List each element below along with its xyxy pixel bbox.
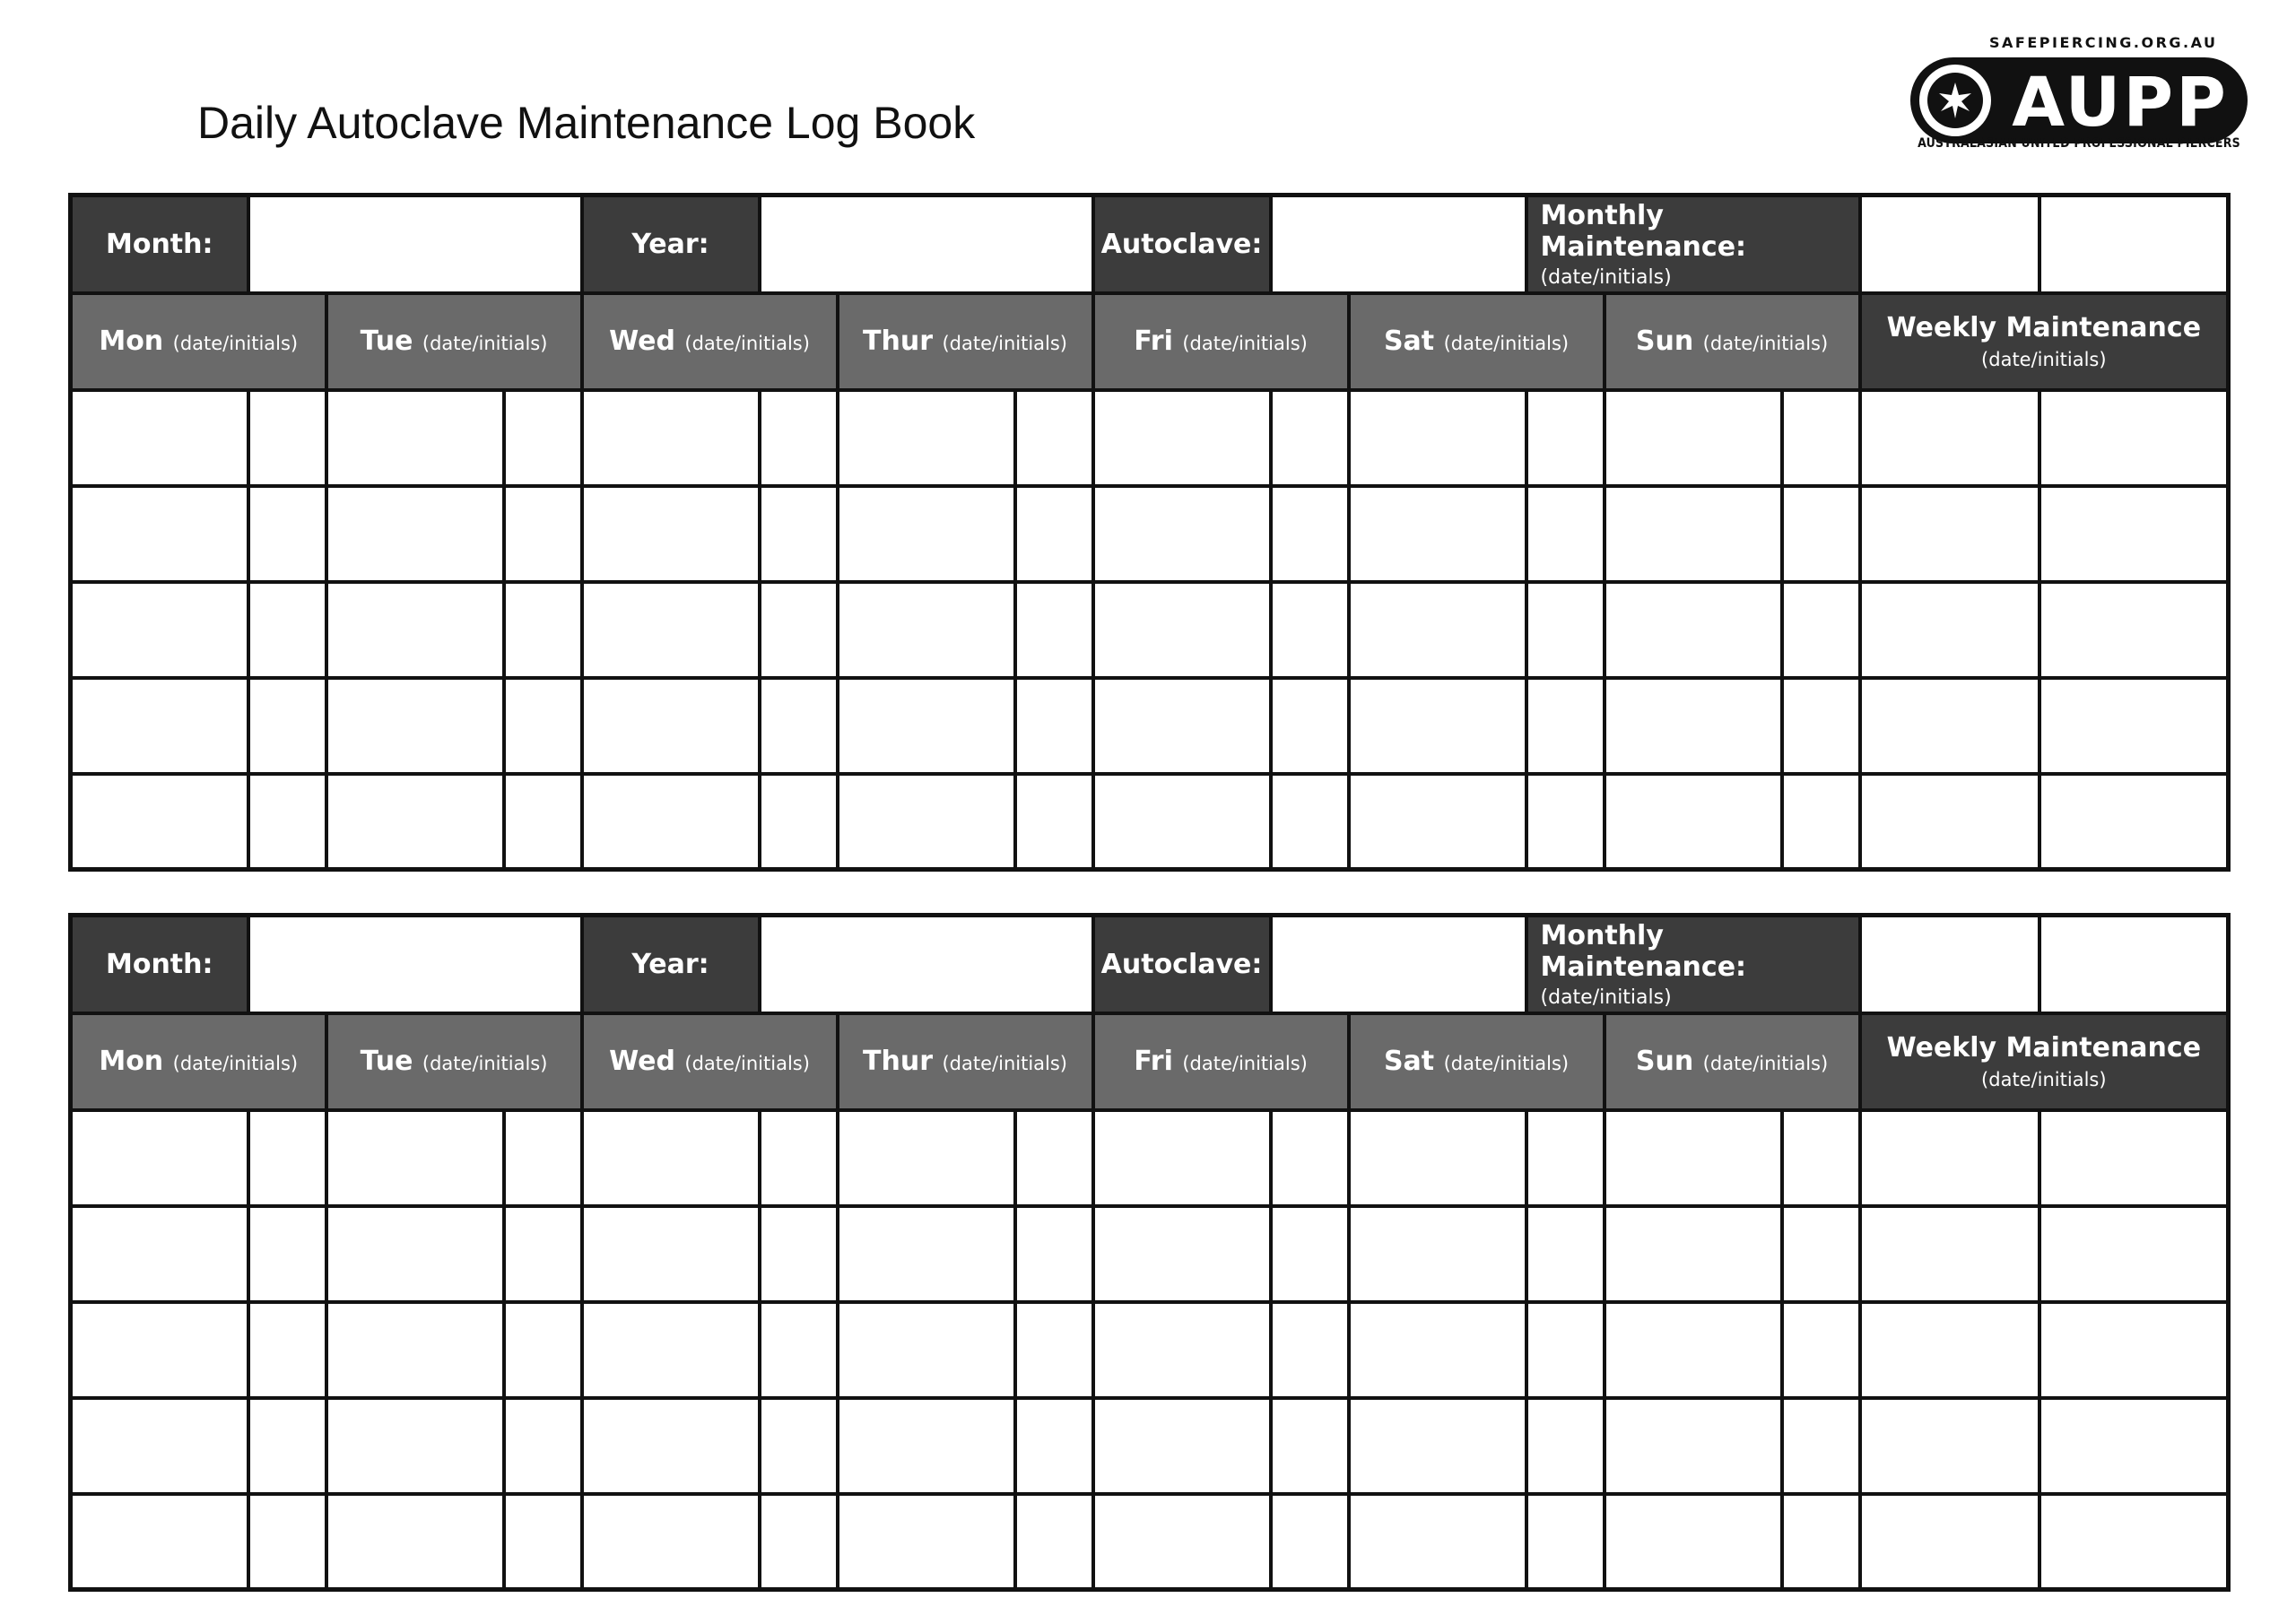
month-field[interactable] <box>248 195 582 293</box>
entry-initials-cell[interactable] <box>1271 1398 1349 1494</box>
entry-initials-cell[interactable] <box>1015 1302 1093 1398</box>
day-note: (date/initials) <box>422 1053 548 1074</box>
entry-date-cell[interactable] <box>838 678 1015 774</box>
entry-date-cell[interactable] <box>838 582 1015 678</box>
log-entries <box>71 1110 2229 1590</box>
entry-date-cell[interactable] <box>1860 1206 2039 1302</box>
entry-initials-cell[interactable] <box>504 1398 582 1494</box>
entry-date-cell[interactable] <box>1093 582 1271 678</box>
monthly-maintenance-note: (date/initials) <box>1540 986 1672 1009</box>
entry-date-cell[interactable] <box>838 486 1015 582</box>
entry-date-cell[interactable] <box>1349 390 1526 486</box>
entry-date-cell[interactable] <box>1605 390 1782 486</box>
log-row <box>71 390 2229 486</box>
monthly-initials-field[interactable] <box>2039 195 2229 293</box>
entry-initials-cell[interactable] <box>1015 486 1093 582</box>
autoclave-field[interactable] <box>1271 916 1526 1013</box>
entry-date-cell[interactable] <box>71 1494 248 1590</box>
entry-date-cell[interactable] <box>326 1206 504 1302</box>
autoclave-label: Autoclave: <box>1093 195 1271 293</box>
logo-site-url: SAFEPIERCING.ORG.AU <box>1989 34 2218 51</box>
entry-date-cell[interactable] <box>582 390 760 486</box>
entry-initials-cell[interactable] <box>248 486 326 582</box>
entry-initials-cell[interactable] <box>1526 390 1605 486</box>
year-field[interactable] <box>760 916 1093 1013</box>
day-name: Tue <box>360 326 413 357</box>
entry-initials-cell[interactable] <box>1526 1494 1605 1590</box>
entry-initials-cell[interactable] <box>504 1302 582 1398</box>
entry-initials-cell[interactable] <box>760 1302 838 1398</box>
day-note: (date/initials) <box>1182 1053 1308 1074</box>
day-header-mon <box>71 1013 326 1110</box>
entry-date-cell[interactable] <box>838 1206 1015 1302</box>
day-name: Mon <box>99 326 164 357</box>
weekly-maintenance-header <box>1860 293 2229 390</box>
monthly-date-field[interactable] <box>1860 916 2039 1013</box>
day-header-sat <box>1349 1013 1605 1110</box>
day-note: (date/initials) <box>1443 333 1570 354</box>
entry-initials-cell[interactable] <box>504 1110 582 1206</box>
monthly-maintenance-note: (date/initials) <box>1540 265 1672 289</box>
entry-date-cell[interactable] <box>326 1110 504 1206</box>
entry-initials-cell[interactable] <box>1782 390 1860 486</box>
day-name: Thur <box>863 326 934 357</box>
monthly-initials-field[interactable] <box>2039 916 2229 1013</box>
entry-date-cell[interactable] <box>1605 1206 1782 1302</box>
entry-initials-cell[interactable] <box>1526 1302 1605 1398</box>
entry-date-cell[interactable] <box>71 390 248 486</box>
day-note: (date/initials) <box>172 333 299 354</box>
weekly-note: (date/initials) <box>1981 349 2107 370</box>
day-note: (date/initials) <box>1702 1053 1829 1074</box>
entry-initials-cell[interactable] <box>1015 774 1093 870</box>
entry-initials-cell[interactable] <box>504 1206 582 1302</box>
day-name: Sun <box>1635 1046 1694 1077</box>
entry-date-cell[interactable] <box>838 774 1015 870</box>
day-name: Tue <box>360 1046 413 1077</box>
monthly-maintenance-title: Monthly Maintenance: <box>1540 919 1747 983</box>
entry-date-cell[interactable] <box>326 678 504 774</box>
log-table-2 <box>68 913 2231 1592</box>
entry-initials-cell[interactable] <box>1271 1302 1349 1398</box>
entry-initials-cell[interactable] <box>248 1398 326 1494</box>
day-note: (date/initials) <box>684 333 810 354</box>
entry-initials-cell[interactable] <box>1782 582 1860 678</box>
autoclave-field[interactable] <box>1271 195 1526 293</box>
entry-date-cell[interactable] <box>1093 486 1271 582</box>
entry-initials-cell[interactable] <box>1782 1494 1860 1590</box>
day-note: (date/initials) <box>1443 1053 1570 1074</box>
entry-date-cell[interactable] <box>326 582 504 678</box>
entry-date-cell[interactable] <box>582 774 760 870</box>
log-row <box>71 1398 2229 1494</box>
year-label: Year: <box>582 195 760 293</box>
day-header-tue <box>326 293 582 390</box>
entry-date-cell[interactable] <box>71 774 248 870</box>
entry-date-cell[interactable] <box>1349 1206 1526 1302</box>
days-header-row <box>71 293 2229 390</box>
entry-date-cell[interactable] <box>1860 582 2039 678</box>
log-row <box>71 1110 2229 1206</box>
entry-date-cell[interactable] <box>1349 486 1526 582</box>
log-row <box>71 1206 2229 1302</box>
entry-initials-cell[interactable] <box>1526 1110 1605 1206</box>
entry-date-cell[interactable] <box>1860 390 2039 486</box>
day-name: Wed <box>609 1046 675 1077</box>
entry-date-cell[interactable] <box>71 1398 248 1494</box>
entry-initials-cell[interactable] <box>2039 1206 2229 1302</box>
entry-date-cell[interactable] <box>1860 1398 2039 1494</box>
entry-initials-cell[interactable] <box>1271 1206 1349 1302</box>
day-header-sun <box>1605 1013 1860 1110</box>
monthly-maintenance-title: Monthly Maintenance: <box>1540 199 1747 263</box>
entry-initials-cell[interactable] <box>1526 774 1605 870</box>
log-row <box>71 1494 2229 1590</box>
day-header-sun <box>1605 293 1860 390</box>
aupp-logo <box>1909 32 2249 163</box>
entry-date-cell[interactable] <box>582 1398 760 1494</box>
entry-initials-cell[interactable] <box>1782 1206 1860 1302</box>
entry-initials-cell[interactable] <box>1015 1494 1093 1590</box>
entry-initials-cell[interactable] <box>760 582 838 678</box>
entry-date-cell[interactable] <box>1605 1398 1782 1494</box>
month-field[interactable] <box>248 916 582 1013</box>
entry-initials-cell[interactable] <box>760 1206 838 1302</box>
entry-date-cell[interactable] <box>1860 774 2039 870</box>
entry-date-cell[interactable] <box>1093 678 1271 774</box>
entry-initials-cell[interactable] <box>1526 1398 1605 1494</box>
monthly-maintenance-label <box>1526 195 1860 293</box>
entry-initials-cell[interactable] <box>1015 678 1093 774</box>
entry-date-cell[interactable] <box>326 774 504 870</box>
day-header-fri <box>1093 293 1349 390</box>
day-header-tue <box>326 1013 582 1110</box>
entry-date-cell[interactable] <box>582 678 760 774</box>
entry-initials-cell[interactable] <box>1271 582 1349 678</box>
entry-date-cell[interactable] <box>1349 1302 1526 1398</box>
entry-date-cell[interactable] <box>1093 1302 1271 1398</box>
entry-initials-cell[interactable] <box>2039 774 2229 870</box>
entry-date-cell[interactable] <box>838 390 1015 486</box>
entry-date-cell[interactable] <box>1093 1398 1271 1494</box>
log-row <box>71 486 2229 582</box>
entry-initials-cell[interactable] <box>2039 1398 2229 1494</box>
month-header-row <box>71 195 2229 293</box>
day-name: Sat <box>1383 326 1435 357</box>
entry-date-cell[interactable] <box>1860 486 2039 582</box>
entry-initials-cell[interactable] <box>1015 1398 1093 1494</box>
log-row <box>71 1302 2229 1398</box>
log-row <box>71 774 2229 870</box>
day-note: (date/initials) <box>942 333 1067 354</box>
entry-initials-cell[interactable] <box>2039 1110 2229 1206</box>
weekly-maintenance-header <box>1860 1013 2229 1110</box>
weekly-note: (date/initials) <box>1981 1069 2107 1090</box>
logo-pill <box>1909 54 2249 147</box>
entry-date-cell[interactable] <box>1349 1494 1526 1590</box>
entry-date-cell[interactable] <box>1605 774 1782 870</box>
entry-date-cell[interactable] <box>1605 1110 1782 1206</box>
entry-initials-cell[interactable] <box>2039 390 2229 486</box>
entry-date-cell[interactable] <box>1349 582 1526 678</box>
entry-date-cell[interactable] <box>582 1110 760 1206</box>
entry-initials-cell[interactable] <box>2039 486 2229 582</box>
entry-date-cell[interactable] <box>71 1302 248 1398</box>
monthly-date-field[interactable] <box>1860 195 2039 293</box>
entry-initials-cell[interactable] <box>760 486 838 582</box>
entry-initials-cell[interactable] <box>1271 390 1349 486</box>
day-note: (date/initials) <box>1702 333 1829 354</box>
weekly-title: Weekly Maintenance <box>1886 1032 2202 1064</box>
entry-initials-cell[interactable] <box>1271 1494 1349 1590</box>
days-header-row <box>71 1013 2229 1110</box>
day-name: Fri <box>1134 1046 1173 1077</box>
entry-date-cell[interactable] <box>1860 678 2039 774</box>
entry-date-cell[interactable] <box>1605 582 1782 678</box>
log-table-1 <box>68 193 2231 872</box>
entry-date-cell[interactable] <box>582 582 760 678</box>
entry-initials-cell[interactable] <box>2039 1494 2229 1590</box>
entry-initials-cell[interactable] <box>248 678 326 774</box>
day-note: (date/initials) <box>422 333 548 354</box>
entry-initials-cell[interactable] <box>1782 1302 1860 1398</box>
entry-initials-cell[interactable] <box>504 390 582 486</box>
month-header-row <box>71 916 2229 1013</box>
entry-initials-cell[interactable] <box>760 1110 838 1206</box>
entry-date-cell[interactable] <box>1349 1110 1526 1206</box>
logo-full-name: AUSTRALASIAN UNITED PROFESSIONAL PIERCERS <box>1918 136 2240 151</box>
entry-date-cell[interactable] <box>71 678 248 774</box>
entry-initials-cell[interactable] <box>760 1398 838 1494</box>
entry-date-cell[interactable] <box>582 1206 760 1302</box>
entry-date-cell[interactable] <box>71 486 248 582</box>
day-header-wed <box>582 293 838 390</box>
entry-initials-cell[interactable] <box>504 774 582 870</box>
entry-initials-cell[interactable] <box>2039 582 2229 678</box>
entry-date-cell[interactable] <box>1093 390 1271 486</box>
entry-date-cell[interactable] <box>582 1494 760 1590</box>
day-name: Sat <box>1383 1046 1435 1077</box>
day-header-thur <box>838 1013 1093 1110</box>
entry-date-cell[interactable] <box>1349 774 1526 870</box>
entry-initials-cell[interactable] <box>1526 582 1605 678</box>
day-note: (date/initials) <box>172 1053 299 1074</box>
entry-date-cell[interactable] <box>71 582 248 678</box>
entry-initials-cell[interactable] <box>1782 1398 1860 1494</box>
entry-initials-cell[interactable] <box>504 486 582 582</box>
entry-date-cell[interactable] <box>582 486 760 582</box>
log-row <box>71 582 2229 678</box>
entry-initials-cell[interactable] <box>248 1110 326 1206</box>
month-label: Month: <box>71 916 248 1013</box>
entry-date-cell[interactable] <box>838 1494 1015 1590</box>
entry-date-cell[interactable] <box>1349 678 1526 774</box>
entry-date-cell[interactable] <box>1093 1206 1271 1302</box>
entry-date-cell[interactable] <box>326 390 504 486</box>
entry-initials-cell[interactable] <box>760 390 838 486</box>
page-title: Daily Autoclave Maintenance Log Book <box>197 98 976 148</box>
entry-initials-cell[interactable] <box>1015 1206 1093 1302</box>
entry-date-cell[interactable] <box>326 486 504 582</box>
entry-date-cell[interactable] <box>1860 1110 2039 1206</box>
entry-date-cell[interactable] <box>71 1110 248 1206</box>
entry-date-cell[interactable] <box>1605 486 1782 582</box>
entry-date-cell[interactable] <box>1605 678 1782 774</box>
entry-initials-cell[interactable] <box>1271 1110 1349 1206</box>
entry-initials-cell[interactable] <box>248 774 326 870</box>
entry-initials-cell[interactable] <box>1782 678 1860 774</box>
entry-initials-cell[interactable] <box>1526 486 1605 582</box>
entry-date-cell[interactable] <box>838 1110 1015 1206</box>
entry-date-cell[interactable] <box>1093 1110 1271 1206</box>
entry-date-cell[interactable] <box>1860 1302 2039 1398</box>
entry-initials-cell[interactable] <box>504 678 582 774</box>
entry-initials-cell[interactable] <box>1271 486 1349 582</box>
day-name: Thur <box>863 1046 934 1077</box>
entry-date-cell[interactable] <box>1093 774 1271 870</box>
entry-initials-cell[interactable] <box>1015 1110 1093 1206</box>
entry-date-cell[interactable] <box>326 1302 504 1398</box>
entry-initials-cell[interactable] <box>760 1494 838 1590</box>
day-header-fri <box>1093 1013 1349 1110</box>
day-name: Wed <box>609 326 675 357</box>
entry-initials-cell[interactable] <box>1526 1206 1605 1302</box>
entry-initials-cell[interactable] <box>248 390 326 486</box>
autoclave-label: Autoclave: <box>1093 916 1271 1013</box>
entry-initials-cell[interactable] <box>1782 774 1860 870</box>
month-label: Month: <box>71 195 248 293</box>
entry-initials-cell[interactable] <box>1526 678 1605 774</box>
monthly-maintenance-label <box>1526 916 1860 1013</box>
entry-initials-cell[interactable] <box>2039 1302 2229 1398</box>
logo-mark: AUPP <box>2012 62 2229 142</box>
entry-date-cell[interactable] <box>582 1302 760 1398</box>
log-entries <box>71 390 2229 870</box>
entry-initials-cell[interactable] <box>504 582 582 678</box>
entry-date-cell[interactable] <box>326 1494 504 1590</box>
entry-initials-cell[interactable] <box>1015 582 1093 678</box>
log-row <box>71 678 2229 774</box>
entry-initials-cell[interactable] <box>248 1302 326 1398</box>
entry-initials-cell[interactable] <box>504 1494 582 1590</box>
day-header-thur <box>838 293 1093 390</box>
entry-date-cell[interactable] <box>71 1206 248 1302</box>
entry-date-cell[interactable] <box>326 1398 504 1494</box>
entry-initials-cell[interactable] <box>1015 390 1093 486</box>
year-field[interactable] <box>760 195 1093 293</box>
entry-initials-cell[interactable] <box>760 774 838 870</box>
day-note: (date/initials) <box>684 1053 810 1074</box>
weekly-title: Weekly Maintenance <box>1886 312 2202 343</box>
entry-initials-cell[interactable] <box>1782 1110 1860 1206</box>
entry-date-cell[interactable] <box>838 1398 1015 1494</box>
day-header-mon <box>71 293 326 390</box>
entry-initials-cell[interactable] <box>1782 486 1860 582</box>
entry-initials-cell[interactable] <box>1271 774 1349 870</box>
day-name: Sun <box>1635 326 1694 357</box>
entry-initials-cell[interactable] <box>248 582 326 678</box>
day-name: Fri <box>1134 326 1173 357</box>
entry-initials-cell[interactable] <box>2039 678 2229 774</box>
day-header-wed <box>582 1013 838 1110</box>
entry-initials-cell[interactable] <box>760 678 838 774</box>
day-name: Mon <box>99 1046 164 1077</box>
entry-date-cell[interactable] <box>1605 1302 1782 1398</box>
entry-initials-cell[interactable] <box>248 1206 326 1302</box>
entry-date-cell[interactable] <box>1349 1398 1526 1494</box>
day-header-sat <box>1349 293 1605 390</box>
day-note: (date/initials) <box>1182 333 1308 354</box>
year-label: Year: <box>582 916 760 1013</box>
entry-initials-cell[interactable] <box>248 1494 326 1590</box>
entry-date-cell[interactable] <box>1605 1494 1782 1590</box>
entry-date-cell[interactable] <box>1093 1494 1271 1590</box>
entry-date-cell[interactable] <box>838 1302 1015 1398</box>
entry-date-cell[interactable] <box>1860 1494 2039 1590</box>
day-note: (date/initials) <box>942 1053 1067 1074</box>
entry-initials-cell[interactable] <box>1271 678 1349 774</box>
